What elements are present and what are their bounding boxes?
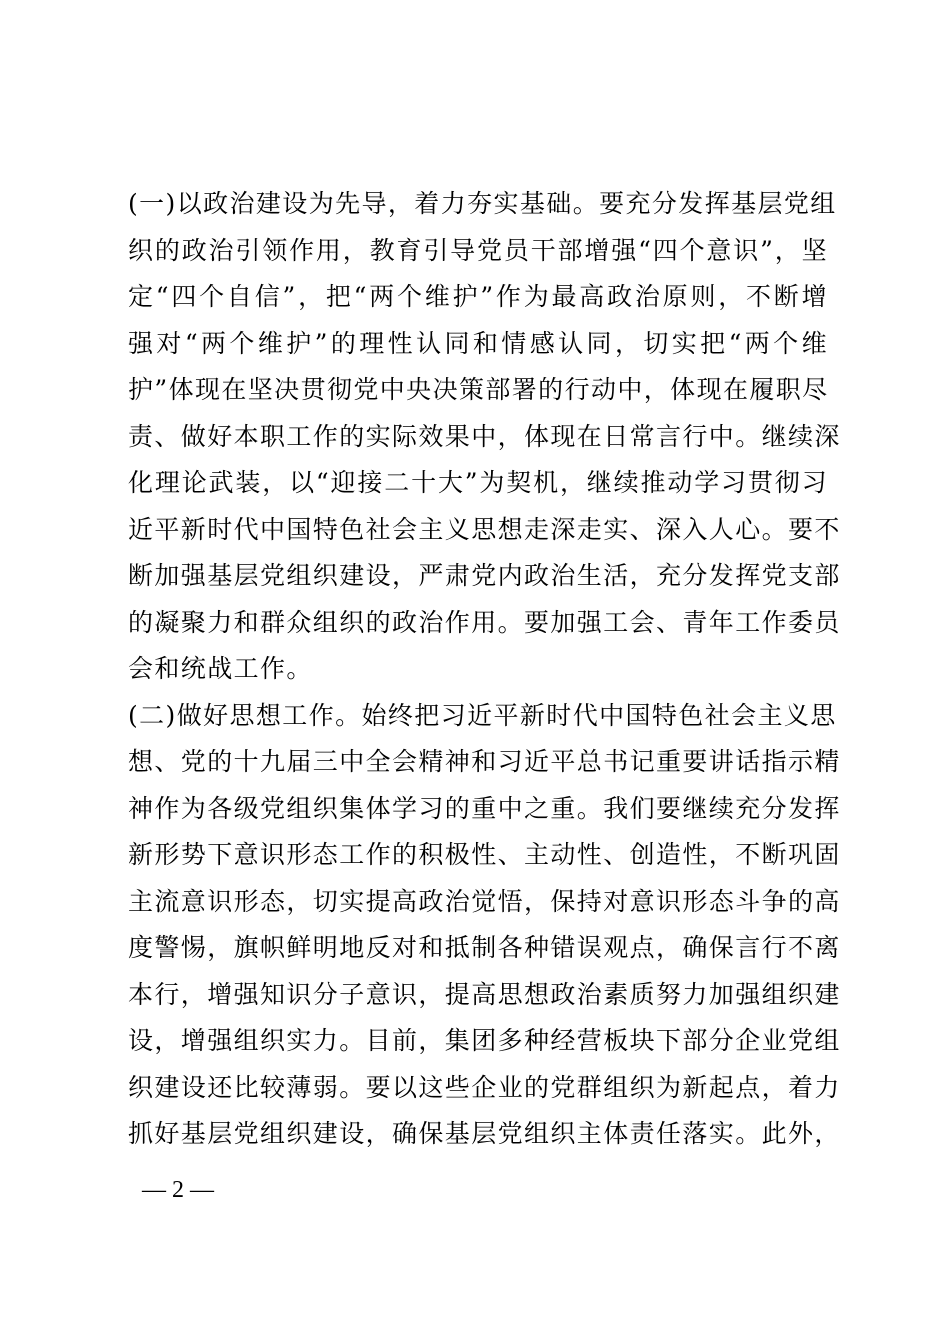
text-line: 定“四个自信”，把“两个维护”作为最高政治原则，不断增: [128, 282, 828, 311]
document-body: [128, 181, 841, 1158]
text-line: 设，增强组织实力。目前，集团多种经营板块下部分企业党组: [128, 1026, 841, 1055]
text-line: 责、做好本职工作的实际效果中，体现在日常言行中。继续深: [128, 421, 841, 451]
text-line: 近平新时代中国特色社会主义思想走深走实、深入人心。要不: [128, 514, 841, 544]
text-line: 会和统战工作。: [128, 654, 313, 683]
text-line: 主流意识形态，切实提高政治觉悟，保持对意识形态斗争的高: [128, 886, 841, 916]
text-line: 想、党的十九届三中全会精神和习近平总书记重要讲话指示精: [128, 747, 841, 776]
paragraph-section-1: [128, 181, 841, 693]
text-line: 织建设还比较薄弱。要以这些企业的党群组织为新起点，着力: [128, 1072, 841, 1102]
text-line: 的凝聚力和群众组织的政治作用。要加强工会、青年工作委员: [128, 607, 841, 637]
text-line: (二)做好思想工作。始终把习近平新时代中国特色社会主义思: [128, 700, 837, 730]
text-line: 强对“两个维护”的理性认同和情感认同，切实把“两个维: [128, 328, 828, 358]
text-line: 本行，增强知识分子意识，提高思想政治素质努力加强组织建: [128, 979, 841, 1009]
text-line: 断加强基层党组织建设，严肃党内政治生活，充分发挥党支部: [128, 561, 841, 590]
page-number: — 2 —: [142, 1177, 214, 1203]
text-line: 抓好基层党组织建设，确保基层党组织主体责任落实。此外，: [128, 1119, 841, 1148]
text-line: 化理论武装，以“迎接二十大”为契机，继续推动学习贯彻习: [128, 468, 828, 497]
text-line: (一)以政治建设为先导，着力夯实基础。要充分发挥基层党组: [128, 189, 837, 218]
text-line: 护”体现在坚决贯彻党中央决策部署的行动中，体现在履职尽: [128, 375, 829, 404]
paragraph-section-2: [128, 693, 841, 1158]
text-line: 神作为各级党组织集体学习的重中之重。我们要继续充分发挥: [128, 793, 841, 823]
text-line: 织的政治引领作用，教育引导党员干部增强“四个意识”，坚: [128, 235, 828, 265]
text-line: 新形势下意识形态工作的积极性、主动性、创造性，不断巩固: [128, 840, 841, 869]
text-line: 度警惕，旗帜鲜明地反对和抵制各种错误观点，确保言行不离: [128, 933, 841, 962]
